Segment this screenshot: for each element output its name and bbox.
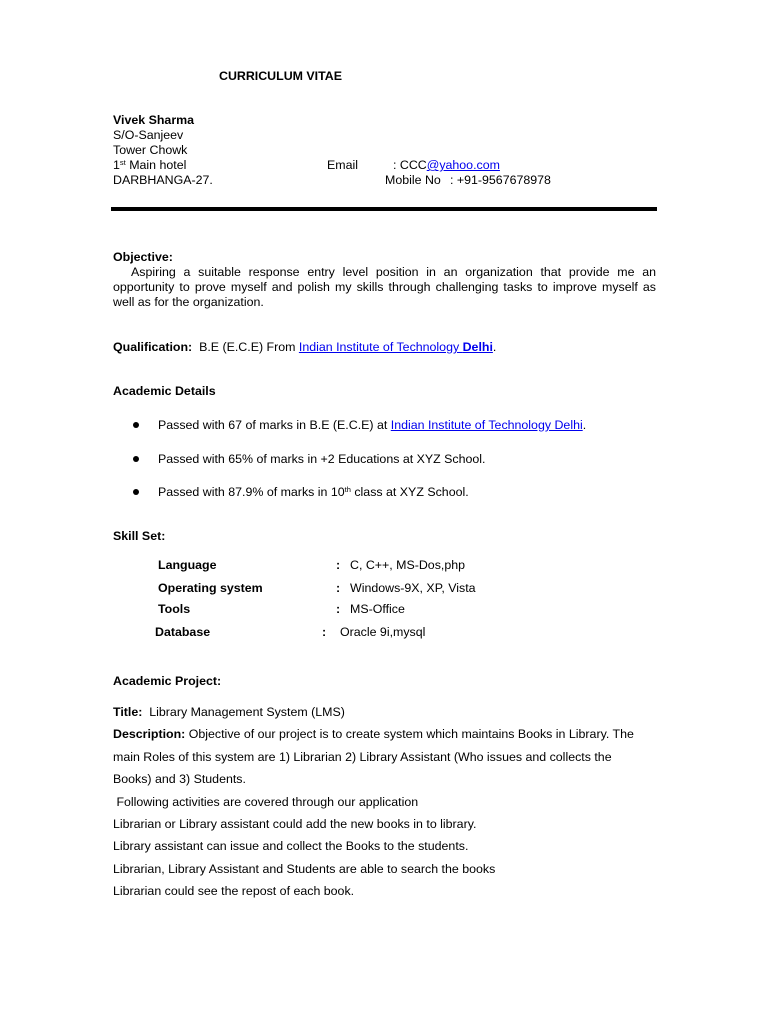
skill-value-os: Windows-9X, XP, Vista <box>350 581 476 595</box>
project-desc-line: Librarian or Library assistant could add the new books in to library. <box>113 817 477 832</box>
project-desc-line: Books) and 3) Students. <box>113 772 246 787</box>
academic-item-2: Passed with 65% of marks in +2 Educations at XYZ School. <box>158 452 486 466</box>
skills-heading: Skill Set: <box>113 529 166 543</box>
project-desc-line: Librarian could see the repost of each book. <box>113 884 355 899</box>
city-line: DARBHANGA-27. <box>113 173 213 187</box>
address-street: Main hotel <box>125 158 187 172</box>
project-heading: Academic Project: <box>113 674 222 688</box>
skill-label-os: Operating system <box>158 581 263 595</box>
mobile-label: Mobile No <box>385 173 441 187</box>
skill-value-database: Oracle 9i,mysql <box>340 625 426 639</box>
skill-label-database: Database <box>155 625 211 639</box>
academic-item-1: Passed with 67 of marks in B.E (E.C.E) at Indian Institute of Technology Delhi. <box>158 418 587 432</box>
skill-colon: : <box>336 602 341 616</box>
project-body <box>113 701 653 903</box>
address-superscript: st <box>119 158 126 167</box>
skill-value-language: C, C++, MS-Dos,php <box>350 558 466 572</box>
skill-label-language: Language <box>158 558 217 572</box>
email-prefix: : CCC <box>393 158 427 172</box>
qualification-heading: Qualification: <box>113 340 193 354</box>
academic-heading: Academic Details <box>113 384 216 398</box>
qualification-prefix: B.E (E.C.E) From <box>199 340 299 354</box>
project-title: Library Management System (LMS) <box>149 705 345 719</box>
academic-item-3: Passed with 87.9% of marks in 10th class at XYZ School. <box>158 485 469 499</box>
email-label: Email <box>327 158 358 172</box>
project-desc-line: main Roles of this system are 1) Librarian 2) Library Assistant (Who issues and collects the <box>113 749 612 764</box>
document-title: CURRICULUM VITAE <box>219 69 342 83</box>
skill-colon: : <box>322 625 327 639</box>
institute-link[interactable]: Indian Institute of Technology Delhi <box>390 418 583 432</box>
project-desc-line: Library assistant can issue and collect the Books to the students. <box>113 839 469 854</box>
qualification-line: Qualification: B.E (E.C.E) From Indian Institute of Technology Delhi. <box>113 340 497 354</box>
header-divider <box>111 207 657 211</box>
bullet-icon <box>133 489 139 495</box>
address-line-2 <box>113 158 186 173</box>
project-desc-line: Librarian, Library Assistant and Students are able to search the books <box>113 861 496 876</box>
skill-colon: : <box>336 558 341 572</box>
address-number: 1 <box>113 158 120 172</box>
relation-line: S/O-Sanjeev <box>113 128 184 142</box>
skill-colon: : <box>336 581 341 595</box>
project-desc-line: Description: Objective of our project is to create system which maintains Books in Library. The <box>113 727 634 742</box>
address-line-1: Tower Chowk <box>113 143 188 157</box>
candidate-name: Vivek Sharma <box>113 113 195 127</box>
email-value <box>393 158 500 173</box>
skill-value-tools: MS-Office <box>350 602 405 616</box>
mobile-value: : +91-9567678978 <box>450 173 551 187</box>
bullet-icon <box>133 422 139 428</box>
qualification-link[interactable]: Indian Institute of Technology Delhi <box>298 340 493 354</box>
email-link[interactable]: @yahoo.com <box>426 158 500 172</box>
objective-heading: Objective: <box>113 250 173 264</box>
skill-label-tools: Tools <box>158 602 191 616</box>
project-desc-line: Following activities are covered through our application <box>113 794 419 809</box>
project-title-line: Title: Library Management System (LMS) <box>113 705 345 719</box>
objective-text: Aspiring a suitable response entry level position in an organization that provide me an opportunity to prove myself and polish my skills through challenging tasks to improve myself as well as for the organization. <box>113 265 656 309</box>
bullet-icon <box>133 456 139 462</box>
